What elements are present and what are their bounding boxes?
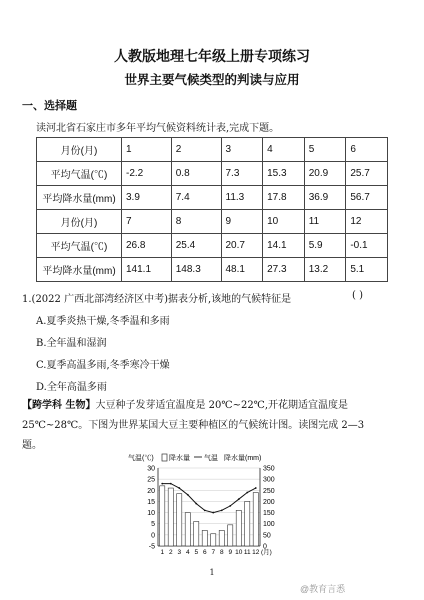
- question-1-stem: 1.(2022 广西北部湾经济区中考)据表分析,该地的气候特征是: [22, 294, 292, 305]
- table-cell: 48.1: [221, 258, 263, 282]
- table-cell: 8: [171, 210, 221, 234]
- precip-bar: [168, 488, 173, 546]
- y-left-tick-label: 25: [147, 476, 155, 484]
- row-label-month: 月份(月): [37, 138, 122, 162]
- row-label-precip: 平均降水量(mm): [37, 186, 122, 210]
- temperature-point: [212, 512, 214, 514]
- x-tick-label: 6: [202, 549, 207, 556]
- temperature-line: [162, 484, 256, 513]
- table-cell: 13.2: [304, 258, 346, 282]
- precip-bar: [228, 525, 233, 546]
- table-cell: -0.1: [346, 234, 388, 258]
- table-cell: 4: [263, 138, 305, 162]
- table-cell: 5.9: [304, 234, 346, 258]
- precip-bar: [236, 510, 241, 546]
- page-title: 人教版地理七年级上册专项练习: [114, 49, 310, 65]
- temperature-point: [255, 487, 257, 489]
- table-cell: 56.7: [346, 186, 388, 210]
- precip-bar: [211, 534, 216, 546]
- option-a: A.夏季炎热干燥,冬季温和多雨: [36, 316, 170, 327]
- table-cell: 26.8: [122, 234, 172, 258]
- option-c: C.夏季高温多雨,冬季寒冷干燥: [36, 360, 170, 371]
- table-cell: 7.3: [221, 162, 263, 186]
- temperature-point: [170, 483, 172, 485]
- page-subtitle: 世界主要气候类型的判读与应用: [124, 72, 300, 87]
- row-label-temp: 平均气温(℃): [37, 162, 122, 186]
- temperature-point: [246, 492, 248, 494]
- table-cell: 7.4: [171, 186, 221, 210]
- table-row: [37, 138, 388, 162]
- temperature-point: [187, 494, 189, 496]
- precip-bar: [185, 513, 190, 546]
- y-left-tick-label: 0: [151, 532, 155, 540]
- y-left-tick-label: -5: [148, 543, 155, 551]
- y-left-tick-label: 10: [147, 510, 155, 518]
- precip-bar: [177, 494, 182, 546]
- y-left-tick-label: 20: [147, 487, 155, 495]
- precip-bar: [253, 493, 258, 546]
- table-cell: 27.3: [263, 258, 305, 282]
- option-b: B.全年温和湿润: [36, 338, 107, 349]
- table-cell: 17.8: [263, 186, 305, 210]
- precip-bar: [202, 530, 207, 546]
- x-tick-label: 9: [228, 549, 233, 556]
- legend-label: 气温(℃): [128, 455, 154, 462]
- temperature-point: [204, 509, 206, 511]
- y-right-tick-label: 0: [263, 543, 267, 551]
- temperature-point: [161, 483, 163, 485]
- table-row: [37, 210, 388, 234]
- y-right-tick-label: 200: [263, 498, 275, 506]
- table-cell: 2: [171, 138, 221, 162]
- x-tick-label: 8: [219, 549, 224, 556]
- x-axis-unit: (月): [261, 549, 272, 556]
- x-tick-label: 7: [211, 549, 216, 556]
- table-cell: 15.3: [263, 162, 305, 186]
- y-right-tick-label: 100: [263, 521, 275, 529]
- precip-bar: [194, 521, 199, 546]
- table-cell: 11: [304, 210, 346, 234]
- temperature-point: [229, 505, 231, 507]
- y-right-tick-label: 350: [263, 465, 275, 473]
- temperature-point: [238, 498, 240, 500]
- table-cell: 9: [221, 210, 263, 234]
- y-left-tick-label: 5: [151, 521, 155, 529]
- passage-line: 25℃~28℃。下图为世界某国大豆主要种植区的气候统计图。读图完成 2—3: [22, 420, 365, 431]
- table-cell: 14.1: [263, 234, 305, 258]
- legend-label: 降水量: [169, 455, 190, 462]
- precip-bar: [245, 501, 250, 546]
- passage-line: 题。: [22, 440, 42, 451]
- row-label-month: 月份(月): [37, 210, 122, 234]
- x-tick-label: 2: [168, 549, 173, 556]
- precip-bar: [219, 530, 224, 546]
- table-cell: 5.1: [346, 258, 388, 282]
- x-tick-label: 5: [194, 549, 199, 556]
- climate-table: [36, 137, 388, 282]
- table-cell: 25.4: [171, 234, 221, 258]
- y-right-tick-label: 50: [263, 532, 271, 540]
- table-cell: 36.9: [304, 186, 346, 210]
- table-cell: 148.3: [171, 258, 221, 282]
- legend-bar-swatch: [162, 454, 167, 461]
- temperature-point: [221, 509, 223, 511]
- table-intro: 读河北省石家庄市多年平均气候资料统计表,完成下题。: [36, 123, 280, 134]
- table-row: [37, 162, 388, 186]
- temperature-point: [195, 503, 197, 505]
- table-row: [37, 258, 388, 282]
- legend-label: 气温: [204, 455, 218, 462]
- table-cell: 0.8: [171, 162, 221, 186]
- table-row: [37, 234, 388, 258]
- x-tick-label: 12: [252, 549, 260, 556]
- table-cell: 3: [221, 138, 263, 162]
- table-cell: 3.9: [122, 186, 172, 210]
- answer-blank: ( ): [352, 290, 363, 301]
- climate-chart: [128, 452, 298, 562]
- x-tick-label: 10: [235, 549, 243, 556]
- table-cell: 25.7: [346, 162, 388, 186]
- table-cell: -2.2: [122, 162, 172, 186]
- section-heading: 一、选择题: [22, 99, 77, 112]
- x-tick-label: 11: [243, 549, 251, 556]
- y-right-tick-label: 250: [263, 487, 275, 495]
- table-cell: 20.7: [221, 234, 263, 258]
- page-number: 1: [209, 568, 215, 577]
- passage-line: 大豆种子发芽适宜温度是 20℃~22℃,开花期适宜温度是: [95, 400, 349, 411]
- x-tick-label: 3: [177, 549, 182, 556]
- table-cell: 12: [346, 210, 388, 234]
- table-row: [37, 186, 388, 210]
- row-label-precip: 平均降水量(mm): [37, 258, 122, 282]
- watermark: @教育言悉: [300, 584, 346, 594]
- table-cell: 6: [346, 138, 388, 162]
- option-d: D.全年高温多雨: [36, 382, 107, 393]
- y-left-tick-label: 30: [147, 465, 155, 473]
- table-cell: 11.3: [221, 186, 263, 210]
- y-left-tick-label: 15: [147, 498, 155, 506]
- precip-bar: [160, 486, 165, 546]
- x-tick-label: 4: [185, 549, 190, 556]
- y-right-tick-label: 300: [263, 476, 275, 484]
- table-cell: 10: [263, 210, 305, 234]
- row-label-temp: 平均气温(℃): [37, 234, 122, 258]
- cross-subject-tag: 【跨学科 生物】: [22, 400, 96, 411]
- table-cell: 7: [122, 210, 172, 234]
- cross-subject-passage: [22, 396, 402, 456]
- table-cell: 5: [304, 138, 346, 162]
- x-tick-label: 1: [160, 549, 165, 556]
- table-cell: 20.9: [304, 162, 346, 186]
- temperature-point: [178, 487, 180, 489]
- table-cell: 1: [122, 138, 172, 162]
- table-cell: 141.1: [122, 258, 172, 282]
- y-right-tick-label: 150: [263, 510, 275, 518]
- legend-label: 降水量(mm): [224, 455, 262, 462]
